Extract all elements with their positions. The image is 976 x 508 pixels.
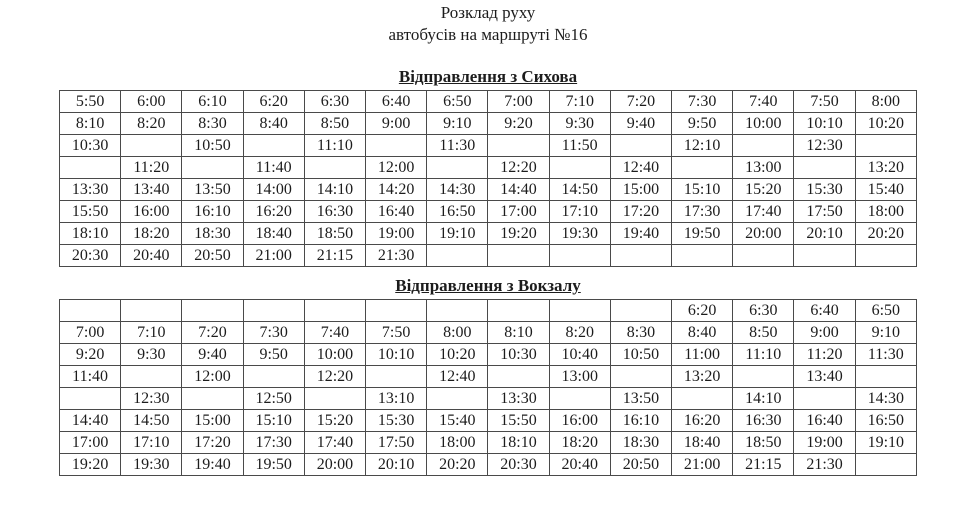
time-cell: 12:00 xyxy=(366,157,427,179)
page-title xyxy=(0,0,976,46)
time-cell: 10:20 xyxy=(855,113,916,135)
empty-cell xyxy=(366,366,427,388)
schedule-table-vokzal xyxy=(59,299,917,476)
time-cell: 18:10 xyxy=(60,223,121,245)
time-cell: 9:50 xyxy=(243,344,304,366)
empty-cell xyxy=(488,135,549,157)
time-cell: 18:50 xyxy=(733,432,794,454)
time-cell: 7:40 xyxy=(304,322,365,344)
table-title-vokzal: Відправлення з Вокзалу xyxy=(395,276,581,295)
schedule-row xyxy=(60,388,917,410)
empty-cell xyxy=(182,388,243,410)
empty-cell xyxy=(182,300,243,322)
time-cell: 20:50 xyxy=(182,245,243,267)
time-cell: 8:20 xyxy=(549,322,610,344)
time-cell: 13:30 xyxy=(488,388,549,410)
empty-cell xyxy=(610,245,671,267)
empty-cell xyxy=(60,300,121,322)
time-cell: 18:00 xyxy=(427,432,488,454)
time-cell: 19:50 xyxy=(672,223,733,245)
schedule-row xyxy=(60,410,917,432)
time-cell: 11:30 xyxy=(855,344,916,366)
empty-cell xyxy=(488,245,549,267)
time-cell: 20:00 xyxy=(304,454,365,476)
time-cell: 11:20 xyxy=(121,157,182,179)
schedule-row xyxy=(60,454,917,476)
empty-cell xyxy=(304,157,365,179)
time-cell: 16:50 xyxy=(855,410,916,432)
time-cell: 14:40 xyxy=(60,410,121,432)
time-cell: 16:10 xyxy=(182,201,243,223)
time-cell: 8:40 xyxy=(243,113,304,135)
empty-cell xyxy=(794,157,855,179)
time-cell: 6:30 xyxy=(304,91,365,113)
time-cell: 19:40 xyxy=(610,223,671,245)
time-cell: 9:00 xyxy=(366,113,427,135)
time-cell: 12:40 xyxy=(427,366,488,388)
time-cell: 17:30 xyxy=(243,432,304,454)
time-cell: 5:50 xyxy=(60,91,121,113)
time-cell: 13:50 xyxy=(610,388,671,410)
time-cell: 17:40 xyxy=(733,201,794,223)
time-cell: 9:20 xyxy=(488,113,549,135)
time-cell: 11:00 xyxy=(672,344,733,366)
schedule-table-sykhiv-body xyxy=(60,91,917,267)
time-cell: 10:00 xyxy=(304,344,365,366)
time-cell: 17:20 xyxy=(610,201,671,223)
empty-cell xyxy=(121,135,182,157)
empty-cell xyxy=(672,157,733,179)
time-cell: 16:20 xyxy=(243,201,304,223)
time-cell: 21:15 xyxy=(733,454,794,476)
empty-cell xyxy=(794,388,855,410)
schedule-row xyxy=(60,135,917,157)
time-cell: 14:30 xyxy=(855,388,916,410)
time-cell: 10:40 xyxy=(549,344,610,366)
empty-cell xyxy=(549,157,610,179)
empty-cell xyxy=(610,366,671,388)
time-cell: 19:20 xyxy=(488,223,549,245)
time-cell: 9:40 xyxy=(182,344,243,366)
time-cell: 18:00 xyxy=(855,201,916,223)
empty-cell xyxy=(549,245,610,267)
empty-cell xyxy=(243,300,304,322)
time-cell: 8:30 xyxy=(610,322,671,344)
time-cell: 6:20 xyxy=(243,91,304,113)
time-cell: 17:20 xyxy=(182,432,243,454)
schedule-section-sykhiv xyxy=(0,67,976,267)
schedule-table-sykhiv xyxy=(59,90,917,267)
time-cell: 8:00 xyxy=(855,91,916,113)
page-title-line2: автобусів на маршруті №16 xyxy=(388,25,588,44)
time-cell: 20:30 xyxy=(60,245,121,267)
time-cell: 19:40 xyxy=(182,454,243,476)
time-cell: 16:30 xyxy=(733,410,794,432)
time-cell: 14:10 xyxy=(304,179,365,201)
schedule-table-vokzal-body xyxy=(60,300,917,476)
schedule-row xyxy=(60,432,917,454)
time-cell: 18:30 xyxy=(182,223,243,245)
time-cell: 18:50 xyxy=(304,223,365,245)
time-cell: 14:10 xyxy=(733,388,794,410)
time-cell: 20:40 xyxy=(549,454,610,476)
time-cell: 13:00 xyxy=(733,157,794,179)
time-cell: 6:50 xyxy=(855,300,916,322)
time-cell: 20:40 xyxy=(121,245,182,267)
time-cell: 9:00 xyxy=(794,322,855,344)
time-cell: 21:30 xyxy=(366,245,427,267)
time-cell: 9:10 xyxy=(855,322,916,344)
time-cell: 10:50 xyxy=(610,344,671,366)
schedule-row xyxy=(60,157,917,179)
empty-cell xyxy=(60,157,121,179)
time-cell: 8:10 xyxy=(60,113,121,135)
time-cell: 12:50 xyxy=(243,388,304,410)
time-cell: 7:10 xyxy=(121,322,182,344)
empty-cell xyxy=(488,300,549,322)
time-cell: 18:10 xyxy=(488,432,549,454)
time-cell: 17:00 xyxy=(488,201,549,223)
time-cell: 12:00 xyxy=(182,366,243,388)
empty-cell xyxy=(610,300,671,322)
time-cell: 15:50 xyxy=(60,201,121,223)
time-cell: 9:20 xyxy=(60,344,121,366)
schedule-row xyxy=(60,300,917,322)
time-cell: 7:50 xyxy=(794,91,855,113)
time-cell: 15:40 xyxy=(427,410,488,432)
schedule-row xyxy=(60,91,917,113)
time-cell: 6:10 xyxy=(182,91,243,113)
empty-cell xyxy=(427,157,488,179)
time-cell: 16:10 xyxy=(610,410,671,432)
time-cell: 12:30 xyxy=(794,135,855,157)
empty-cell xyxy=(855,135,916,157)
empty-cell xyxy=(610,135,671,157)
empty-cell xyxy=(182,157,243,179)
time-cell: 10:10 xyxy=(794,113,855,135)
time-cell: 6:40 xyxy=(794,300,855,322)
empty-cell xyxy=(304,388,365,410)
time-cell: 7:30 xyxy=(243,322,304,344)
time-cell: 18:20 xyxy=(549,432,610,454)
time-cell: 11:10 xyxy=(304,135,365,157)
time-cell: 7:30 xyxy=(672,91,733,113)
time-cell: 17:10 xyxy=(549,201,610,223)
time-cell: 6:30 xyxy=(733,300,794,322)
time-cell: 19:30 xyxy=(121,454,182,476)
time-cell: 12:40 xyxy=(610,157,671,179)
time-cell: 6:00 xyxy=(121,91,182,113)
time-cell: 8:30 xyxy=(182,113,243,135)
time-cell: 19:20 xyxy=(60,454,121,476)
time-cell: 7:50 xyxy=(366,322,427,344)
time-cell: 19:10 xyxy=(427,223,488,245)
empty-cell xyxy=(427,388,488,410)
page-title-line1: Розклад руху xyxy=(440,3,536,22)
time-cell: 19:30 xyxy=(549,223,610,245)
time-cell: 15:30 xyxy=(794,179,855,201)
time-cell: 9:30 xyxy=(121,344,182,366)
time-cell: 11:30 xyxy=(427,135,488,157)
time-cell: 16:40 xyxy=(794,410,855,432)
time-cell: 18:40 xyxy=(672,432,733,454)
time-cell: 15:00 xyxy=(182,410,243,432)
time-cell: 7:20 xyxy=(182,322,243,344)
empty-cell xyxy=(733,135,794,157)
time-cell: 18:20 xyxy=(121,223,182,245)
time-cell: 8:50 xyxy=(733,322,794,344)
empty-cell xyxy=(488,366,549,388)
time-cell: 16:30 xyxy=(304,201,365,223)
schedule-row xyxy=(60,344,917,366)
time-cell: 20:10 xyxy=(366,454,427,476)
time-cell: 15:20 xyxy=(304,410,365,432)
schedule-row xyxy=(60,113,917,135)
time-cell: 17:50 xyxy=(794,201,855,223)
time-cell: 13:20 xyxy=(855,157,916,179)
time-cell: 15:30 xyxy=(366,410,427,432)
time-cell: 10:30 xyxy=(488,344,549,366)
time-cell: 17:10 xyxy=(121,432,182,454)
time-cell: 13:00 xyxy=(549,366,610,388)
time-cell: 11:40 xyxy=(243,157,304,179)
time-cell: 6:20 xyxy=(672,300,733,322)
empty-cell xyxy=(855,454,916,476)
time-cell: 14:50 xyxy=(549,179,610,201)
time-cell: 21:00 xyxy=(672,454,733,476)
time-cell: 13:10 xyxy=(366,388,427,410)
empty-cell xyxy=(549,388,610,410)
time-cell: 14:30 xyxy=(427,179,488,201)
empty-cell xyxy=(733,366,794,388)
empty-cell xyxy=(672,245,733,267)
schedule-row xyxy=(60,201,917,223)
empty-cell xyxy=(733,245,794,267)
time-cell: 20:30 xyxy=(488,454,549,476)
schedule-row xyxy=(60,322,917,344)
time-cell: 7:00 xyxy=(488,91,549,113)
time-cell: 15:10 xyxy=(672,179,733,201)
time-cell: 13:40 xyxy=(121,179,182,201)
time-cell: 13:50 xyxy=(182,179,243,201)
time-cell: 13:40 xyxy=(794,366,855,388)
time-cell: 9:30 xyxy=(549,113,610,135)
empty-cell xyxy=(243,366,304,388)
empty-cell xyxy=(855,245,916,267)
time-cell: 12:20 xyxy=(304,366,365,388)
time-cell: 19:50 xyxy=(243,454,304,476)
time-cell: 17:30 xyxy=(672,201,733,223)
time-cell: 19:10 xyxy=(855,432,916,454)
time-cell: 20:50 xyxy=(610,454,671,476)
time-cell: 8:10 xyxy=(488,322,549,344)
time-cell: 18:30 xyxy=(610,432,671,454)
empty-cell xyxy=(121,300,182,322)
time-cell: 8:50 xyxy=(304,113,365,135)
time-cell: 9:50 xyxy=(672,113,733,135)
empty-cell xyxy=(855,366,916,388)
time-cell: 14:20 xyxy=(366,179,427,201)
time-cell: 13:20 xyxy=(672,366,733,388)
time-cell: 10:30 xyxy=(60,135,121,157)
empty-cell xyxy=(121,366,182,388)
schedule-row xyxy=(60,245,917,267)
time-cell: 15:20 xyxy=(733,179,794,201)
time-cell: 7:10 xyxy=(549,91,610,113)
empty-cell xyxy=(427,245,488,267)
schedule-row xyxy=(60,366,917,388)
time-cell: 16:00 xyxy=(121,201,182,223)
time-cell: 6:40 xyxy=(366,91,427,113)
time-cell: 7:20 xyxy=(610,91,671,113)
empty-cell xyxy=(243,135,304,157)
time-cell: 10:10 xyxy=(366,344,427,366)
time-cell: 11:20 xyxy=(794,344,855,366)
empty-cell xyxy=(549,300,610,322)
time-cell: 20:20 xyxy=(855,223,916,245)
time-cell: 18:40 xyxy=(243,223,304,245)
empty-cell xyxy=(427,300,488,322)
time-cell: 21:30 xyxy=(794,454,855,476)
time-cell: 6:50 xyxy=(427,91,488,113)
time-cell: 17:50 xyxy=(366,432,427,454)
time-cell: 16:50 xyxy=(427,201,488,223)
time-cell: 10:20 xyxy=(427,344,488,366)
empty-cell xyxy=(304,300,365,322)
time-cell: 14:40 xyxy=(488,179,549,201)
time-cell: 14:50 xyxy=(121,410,182,432)
schedule-section-vokzal xyxy=(0,276,976,476)
time-cell: 16:20 xyxy=(672,410,733,432)
time-cell: 14:00 xyxy=(243,179,304,201)
time-cell: 20:20 xyxy=(427,454,488,476)
time-cell: 9:40 xyxy=(610,113,671,135)
empty-cell xyxy=(672,388,733,410)
time-cell: 13:30 xyxy=(60,179,121,201)
table-title-sykhiv: Відправлення з Сихова xyxy=(398,67,578,86)
time-cell: 17:40 xyxy=(304,432,365,454)
time-cell: 8:00 xyxy=(427,322,488,344)
time-cell: 8:20 xyxy=(121,113,182,135)
schedule-row xyxy=(60,179,917,201)
time-cell: 16:40 xyxy=(366,201,427,223)
time-cell: 15:40 xyxy=(855,179,916,201)
time-cell: 10:50 xyxy=(182,135,243,157)
time-cell: 12:10 xyxy=(672,135,733,157)
schedule-row xyxy=(60,223,917,245)
time-cell: 15:00 xyxy=(610,179,671,201)
time-cell: 9:10 xyxy=(427,113,488,135)
empty-cell xyxy=(366,135,427,157)
time-cell: 15:10 xyxy=(243,410,304,432)
time-cell: 19:00 xyxy=(366,223,427,245)
time-cell: 21:00 xyxy=(243,245,304,267)
time-cell: 12:30 xyxy=(121,388,182,410)
time-cell: 20:10 xyxy=(794,223,855,245)
time-cell: 15:50 xyxy=(488,410,549,432)
time-cell: 21:15 xyxy=(304,245,365,267)
time-cell: 16:00 xyxy=(549,410,610,432)
time-cell: 12:20 xyxy=(488,157,549,179)
time-cell: 11:50 xyxy=(549,135,610,157)
time-cell: 19:00 xyxy=(794,432,855,454)
empty-cell xyxy=(60,388,121,410)
time-cell: 17:00 xyxy=(60,432,121,454)
time-cell: 11:40 xyxy=(60,366,121,388)
empty-cell xyxy=(366,300,427,322)
time-cell: 11:10 xyxy=(733,344,794,366)
time-cell: 20:00 xyxy=(733,223,794,245)
empty-cell xyxy=(794,245,855,267)
time-cell: 7:40 xyxy=(733,91,794,113)
time-cell: 10:00 xyxy=(733,113,794,135)
time-cell: 8:40 xyxy=(672,322,733,344)
time-cell: 7:00 xyxy=(60,322,121,344)
